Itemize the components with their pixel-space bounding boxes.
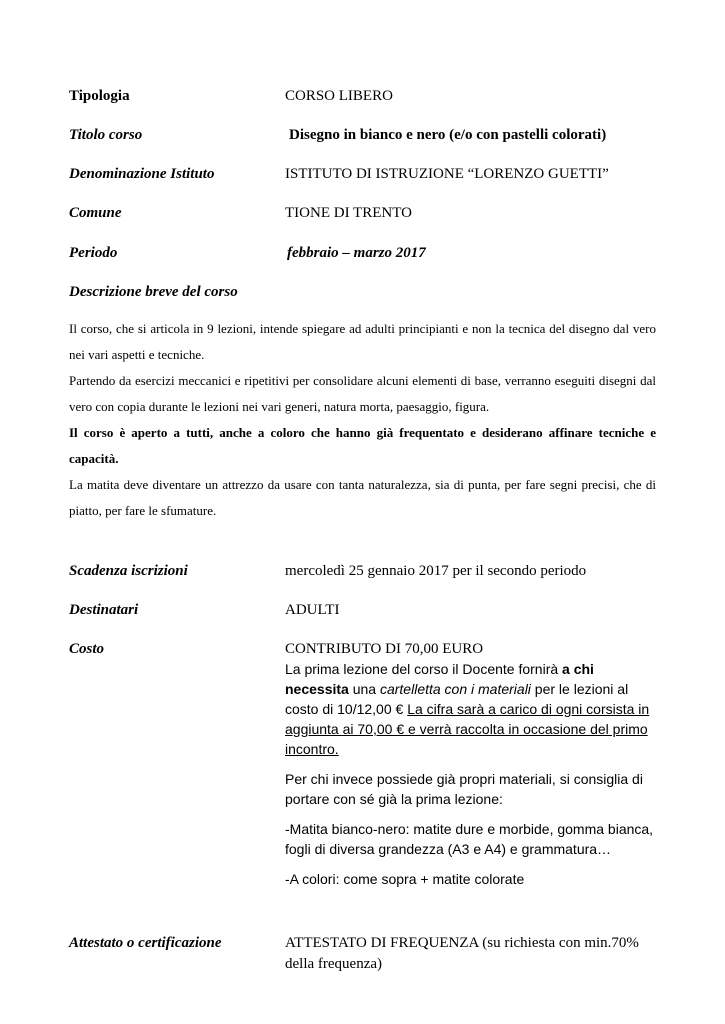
- cost-text-a: La prima lezione del corso il Docente fornirà: [285, 661, 563, 677]
- cost-details: [285, 659, 657, 899]
- value-istituto: ISTITUTO DI ISTRUZIONE “LORENZO GUETTI”: [285, 166, 609, 182]
- cost-paragraph-4: -A colori: come sopra + matite colorate: [285, 871, 525, 887]
- cost-text-e: per le lezioni al costo di 10/12,00 €: [285, 681, 629, 717]
- description-paragraph-4: La matita deve diventare un attrezzo da usare con tanta naturalezza, sia di punta, per fare segni precisi, che di piatto, per fare le sfumature.: [69, 477, 656, 518]
- label-periodo: Periodo: [69, 245, 118, 261]
- label-destinatari: Destinatari: [69, 602, 139, 618]
- cost-paragraph-1: [285, 659, 657, 759]
- value-periodo: febbraio – marzo 2017: [287, 245, 426, 261]
- description-paragraph-1: Il corso, che si articola in 9 lezioni, intende spiegare ad adulti principianti e non la tecnica del disegno dal vero nei vari aspetti e tecniche.: [69, 321, 656, 362]
- value-tipologia: CORSO LIBERO: [285, 88, 393, 104]
- label-attestato: Attestato o certificazione: [69, 935, 222, 951]
- cost-paragraph-3: -Matita bianco-nero: matite dure e morbide, gomma bianca, fogli di diversa grandezza (A3 e A4) e grammatura…: [285, 821, 654, 857]
- value-costo: CONTRIBUTO DI 70,00 EURO: [285, 641, 484, 657]
- description-body: [69, 316, 656, 524]
- value-scadenza: mercoledì 25 gennaio 2017 per il secondo periodo: [285, 563, 587, 579]
- cost-text-c: una: [348, 681, 380, 697]
- value-destinatari: ADULTI: [285, 602, 340, 618]
- label-tipologia: Tipologia: [69, 88, 130, 104]
- value-titolo-corso: Disegno in bianco e nero (e/o con pastelli colorati): [289, 127, 607, 143]
- cost-text-underlined: La cifra sarà a carico di ogni corsista in aggiunta ai 70,00 € e verrà raccolta in occasione del primo incontro.: [285, 701, 650, 757]
- description-title: Descrizione breve del corso: [69, 284, 238, 300]
- description-paragraph-2: Partendo da esercizi meccanici e ripetitivi per consolidare alcuni elementi di base, verranno eseguiti disegni dal vero con copia durante le lezioni nei vari generi, natura morta, paesaggio, figura.: [69, 373, 656, 414]
- label-comune: Comune: [69, 205, 122, 221]
- label-scadenza: Scadenza iscrizioni: [69, 563, 188, 579]
- value-attestato: ATTESTATO DI FREQUENZA (su richiesta con min.70% della frequenza): [285, 935, 639, 972]
- value-comune: TIONE DI TRENTO: [285, 205, 412, 221]
- description-paragraph-3: Il corso è aperto a tutti, anche a coloro che hanno già frequentato e desiderano affinare tecniche e capacità.: [69, 425, 656, 466]
- label-istituto: Denominazione Istituto: [69, 166, 215, 182]
- cost-text-bold: a chi necessita: [285, 661, 594, 697]
- cost-text-italic: cartelletta con i materiali: [379, 681, 531, 697]
- label-titolo-corso: Titolo corso: [69, 127, 143, 143]
- label-costo: Costo: [69, 641, 105, 657]
- cost-paragraph-2: Per chi invece possiede già propri materiali, si consiglia di portare con sé già la prima lezione:: [285, 771, 643, 807]
